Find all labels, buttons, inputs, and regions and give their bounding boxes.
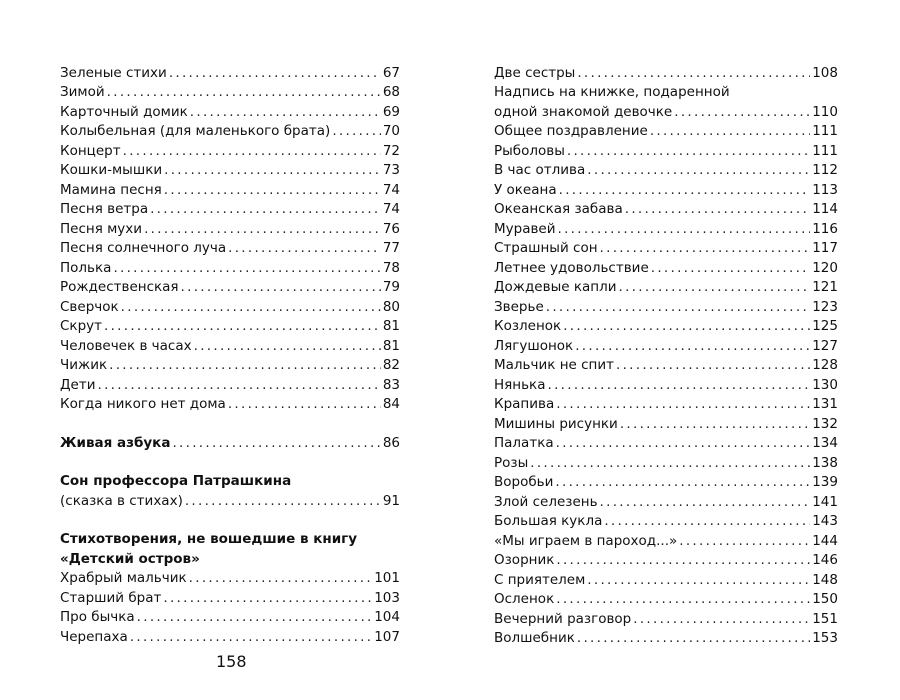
toc-entry-title: Воробьи: [494, 474, 554, 490]
toc-entry: [494, 490, 838, 510]
toc-entry: [60, 256, 400, 276]
toc-entry-title: Страшный сон: [494, 240, 598, 256]
toc-entry-page: 80: [382, 298, 400, 315]
toc-entry-page: 103: [374, 589, 400, 606]
toc-entry: [60, 625, 400, 645]
toc-entry: [60, 120, 400, 140]
toc-entry: [494, 393, 838, 413]
toc-entry: [60, 567, 400, 587]
toc-entry-title: Две сестры: [494, 64, 576, 81]
toc-entry-title: Живая азбука: [60, 434, 171, 451]
toc-leader-dots: [625, 201, 810, 217]
toc-entry-page: 74: [382, 201, 400, 217]
toc-entry: [494, 178, 838, 198]
toc-entry-page: 110: [812, 103, 838, 120]
toc-entry: [60, 81, 400, 101]
toc-entry: [494, 315, 838, 335]
toc-entry-title: «Мы играем в пароход...»: [494, 532, 678, 549]
toc-entry-page: 141: [812, 493, 838, 510]
toc-entry-title: Храбрый мальчик: [60, 570, 187, 586]
toc-leader-dots: [620, 416, 810, 432]
toc-entry-title: Дети: [60, 376, 96, 393]
toc-entry-title: (сказка в стихах): [60, 492, 183, 509]
toc-list-right: [494, 120, 838, 647]
toc-leader-dots: [189, 570, 373, 586]
toc-entry: [494, 607, 838, 627]
toc-leader-dots: [109, 357, 381, 373]
toc-entry-title: Осленок: [494, 591, 555, 607]
toc-entry-title: Когда никого нет дома: [60, 396, 226, 412]
toc-leader-dots: [181, 279, 381, 295]
toc-entry-page: 146: [812, 552, 838, 568]
toc-entry: [60, 237, 400, 257]
toc-entry-title: Песня солнечного луча: [60, 240, 227, 256]
toc-entry: [60, 217, 400, 237]
toc-leader-dots: [137, 609, 373, 625]
toc-entry-page: 151: [812, 610, 838, 627]
toc-leader-dots: [107, 84, 381, 100]
toc-leader-dots: [558, 221, 811, 237]
toc-leader-dots: [559, 182, 811, 198]
toc-entry: [494, 276, 838, 296]
toc-leader-dots: [104, 318, 381, 334]
toc-entry-page: 78: [382, 259, 400, 276]
toc-entry-title: Зимой: [60, 84, 105, 100]
toc-entry-title: Скрут: [60, 318, 103, 334]
toc-leader-dots: [144, 221, 381, 237]
toc-entry-title: Мамина песня: [60, 181, 162, 198]
toc-leader-dots: [130, 629, 372, 645]
toc-entry-page: 79: [382, 279, 400, 295]
toc-entry-title: Черепаха: [60, 628, 128, 645]
toc-entry: [494, 588, 838, 608]
toc-leader-dots: [618, 279, 810, 295]
toc-leader-dots: [679, 533, 810, 549]
toc-entry-page: 72: [382, 142, 400, 159]
toc-entry: [494, 549, 838, 569]
toc-entry-page: 104: [374, 609, 400, 625]
toc-entry: [494, 510, 838, 530]
toc-entry-page: 138: [812, 454, 838, 471]
toc-entry-page: 113: [812, 181, 838, 198]
toc-entry-title: Большая кукла: [494, 513, 603, 529]
toc-leader-dots: [587, 572, 810, 588]
toc-entry: [60, 315, 400, 335]
toc-entry-page: 114: [812, 201, 838, 217]
toc-entry-title: Полька: [60, 259, 112, 276]
toc-entry-title: Розы: [494, 454, 529, 471]
toc-entry-title: Злой селезень: [494, 493, 598, 510]
toc-entry: [494, 451, 838, 471]
toc-entry-title: Песня ветра: [60, 201, 149, 217]
toc-entry-page: 139: [812, 474, 838, 490]
toc-entry-title: Сверчок: [60, 298, 119, 315]
toc-entry-page: 70: [382, 123, 400, 139]
toc-entry: [494, 529, 838, 549]
toc-entry-title-line1: Надпись на книжке, подаренной: [494, 84, 730, 100]
toc-leader-dots: [164, 182, 381, 198]
toc-leader-dots: [555, 474, 810, 490]
toc-entry-title: Палатка: [494, 435, 554, 451]
toc-entry: [494, 120, 838, 140]
toc-entry-page: 91: [382, 492, 400, 509]
toc-entry-page: 76: [382, 220, 400, 237]
toc-entry-title: Океанская забава: [494, 201, 623, 217]
toc-section-stikh-subheading: «Детский остров»: [60, 550, 200, 567]
toc-section-son-entry: [60, 489, 400, 509]
toc-list-extra-poems: [60, 567, 400, 645]
toc-entry-page: 144: [812, 532, 838, 549]
toc-entry: [60, 586, 400, 606]
toc-entry-page: 108: [812, 64, 838, 81]
toc-entry-title: Лягушонок: [494, 337, 574, 354]
page-number: 158: [216, 652, 247, 671]
toc-entry-title: Рождественская: [60, 279, 179, 295]
toc-entry: [494, 100, 838, 120]
toc-entry: [494, 256, 838, 276]
toc-entry-title: Человечек в часах: [60, 337, 192, 354]
toc-entry-page: 69: [382, 103, 400, 120]
toc-entry-page: 128: [812, 357, 838, 373]
toc-entry: [494, 568, 838, 588]
toc-leader-dots: [575, 338, 810, 354]
toc-leader-dots: [587, 162, 810, 178]
toc-list-poems: [60, 61, 400, 412]
toc-entry: [60, 354, 400, 374]
toc-entry-page: 134: [812, 435, 838, 451]
toc-leader-dots: [567, 143, 810, 159]
toc-entry: [494, 159, 838, 179]
toc-entry-title: Муравей: [494, 220, 556, 237]
toc-entry-title: Крапива: [494, 396, 555, 412]
toc-entry: [60, 100, 400, 120]
toc-entry: [60, 198, 400, 218]
toc-entry-title: Старший брат: [60, 589, 162, 606]
toc-entry-title: Зеленые стихи: [60, 64, 167, 81]
toc-leader-dots: [563, 318, 810, 334]
toc-leader-dots: [600, 240, 811, 256]
toc-leader-dots: [113, 260, 380, 276]
toc-entry: [60, 159, 400, 179]
toc-leader-dots: [650, 123, 810, 139]
toc-leader-dots: [556, 396, 810, 412]
toc-leader-dots: [530, 455, 810, 471]
toc-entry: [494, 217, 838, 237]
toc-entry: [60, 334, 400, 354]
toc-entry: [60, 393, 400, 413]
toc-entry: [494, 295, 838, 315]
toc-entry-title: Летнее удовольствие: [494, 259, 649, 276]
toc-entry: [60, 139, 400, 159]
toc-entry-page: 86: [382, 434, 400, 451]
toc-entry-title: Вечерний разговор: [494, 610, 632, 627]
toc-leader-dots: [577, 65, 810, 81]
toc-entry-page: 116: [812, 220, 838, 237]
toc-entry-page: 77: [382, 240, 400, 256]
toc-leader-dots: [600, 494, 811, 510]
toc-section-stikh-heading: Стихотворения, не вошедшие в книгу: [60, 531, 358, 547]
toc-leader-dots: [163, 590, 372, 606]
toc-entry-title: Рыболовы: [494, 142, 565, 159]
toc-entry-page: 150: [812, 591, 838, 607]
toc-entry-title: Карточный домик: [60, 103, 188, 120]
toc-leader-dots: [172, 435, 380, 451]
toc-entry: [494, 432, 838, 452]
toc-entry: [494, 412, 838, 432]
toc-entry: [60, 373, 400, 393]
toc-entry: [494, 61, 838, 81]
toc-leader-dots: [169, 65, 381, 81]
toc-entry-page: 117: [812, 240, 838, 256]
toc-entry-title: Общее поздравление: [494, 123, 648, 139]
toc-entry-title: Волшебник: [494, 630, 575, 646]
toc-leader-dots: [577, 630, 810, 646]
toc-entry-title: Мишины рисунки: [494, 415, 618, 432]
toc-entry-page: 112: [812, 162, 838, 178]
toc-entry-page: 132: [812, 415, 838, 432]
toc-entry-page: 73: [382, 162, 400, 178]
toc-entry: [494, 139, 838, 159]
toc-leader-dots: [150, 201, 381, 217]
toc-entry-page: 130: [812, 376, 838, 393]
toc-entry: [60, 61, 400, 81]
toc-entry-title: Нянька: [494, 376, 546, 393]
toc-leader-dots: [651, 260, 810, 276]
toc-entry-page: 153: [812, 630, 838, 646]
toc-entry-page: 107: [374, 628, 400, 645]
toc-entry-title: Концерт: [60, 142, 121, 159]
toc-entry-page: 121: [812, 279, 838, 295]
toc-entry-page: 111: [812, 123, 838, 139]
toc-entry: [60, 276, 400, 296]
toc-entry-page: 82: [382, 357, 400, 373]
toc-entry-title: С приятелем: [494, 571, 586, 588]
toc-leader-dots: [556, 591, 810, 607]
toc-entry-title: одной знакомой девочке: [494, 103, 673, 120]
toc-entry-page: 84: [382, 396, 400, 412]
toc-leader-dots: [674, 104, 810, 120]
toc-entry-page: 120: [812, 259, 838, 276]
toc-entry-page: 83: [382, 376, 400, 393]
toc-entry-title: Чижик: [60, 357, 108, 373]
toc-entry: [494, 198, 838, 218]
toc-entry: [494, 354, 838, 374]
toc-entry-page: 125: [812, 318, 838, 334]
toc-leader-dots: [546, 299, 810, 315]
toc-entry-title: Песня мухи: [60, 220, 143, 237]
toc-leader-dots: [164, 162, 381, 178]
toc-leader-dots: [556, 552, 810, 568]
toc-leader-dots: [616, 357, 810, 373]
toc-entry: [494, 373, 838, 393]
toc-entry-page: 131: [812, 396, 838, 412]
toc-entry-title: Озорник: [494, 552, 555, 568]
toc-entry: [60, 606, 400, 626]
toc-leader-dots: [556, 435, 811, 451]
toc-section-son-heading: Сон профессора Патрашкина: [60, 473, 292, 489]
toc-entry-title: Мальчик не спит: [494, 357, 615, 373]
toc-entry: [494, 237, 838, 257]
toc-entry-title: Колыбельная (для маленького брата): [60, 123, 331, 139]
toc-entry-page: 101: [374, 570, 400, 586]
toc-entry: [60, 295, 400, 315]
toc-entry-page: 81: [382, 318, 400, 334]
toc-right-column: [494, 61, 838, 646]
toc-leader-dots: [121, 299, 381, 315]
toc-leader-dots: [228, 240, 381, 256]
toc-leader-dots: [123, 143, 381, 159]
toc-entry-title: У океана: [494, 181, 557, 198]
toc-leader-dots: [194, 338, 381, 354]
toc-entry: [494, 471, 838, 491]
toc-entry-title: Козленок: [494, 318, 562, 334]
toc-entry-title: В час отлива: [494, 162, 586, 178]
toc-entry-title: Кошки-мышки: [60, 162, 163, 178]
toc-entry-title: Зверье: [494, 298, 544, 315]
toc-entry-page: 67: [382, 64, 400, 81]
toc-entry-title: Про бычка: [60, 609, 135, 625]
toc-entry-page: 148: [812, 571, 838, 588]
toc-entry: [494, 334, 838, 354]
toc-leader-dots: [190, 104, 381, 120]
toc-entry-page: 123: [812, 298, 838, 315]
toc-entry-page: 111: [812, 142, 838, 159]
toc-leader-dots: [228, 396, 381, 412]
toc-entry-page: 81: [382, 337, 400, 354]
toc-section-zhivaya-azbuka: [60, 431, 400, 451]
toc-leader-dots: [604, 513, 810, 529]
toc-leader-dots: [98, 377, 381, 393]
toc-entry: [60, 178, 400, 198]
toc-entry-page: 143: [812, 513, 838, 529]
toc-leader-dots: [185, 493, 381, 509]
toc-entry-title: Дождевые капли: [494, 279, 617, 295]
toc-left-column: [60, 61, 400, 645]
toc-entry: [494, 627, 838, 647]
toc-entry-page: 74: [382, 181, 400, 198]
toc-leader-dots: [633, 611, 810, 627]
toc-leader-dots: [547, 377, 810, 393]
toc-leader-dots: [332, 123, 381, 139]
toc-entry-page: 68: [382, 84, 400, 100]
toc-entry-page: 127: [812, 337, 838, 354]
